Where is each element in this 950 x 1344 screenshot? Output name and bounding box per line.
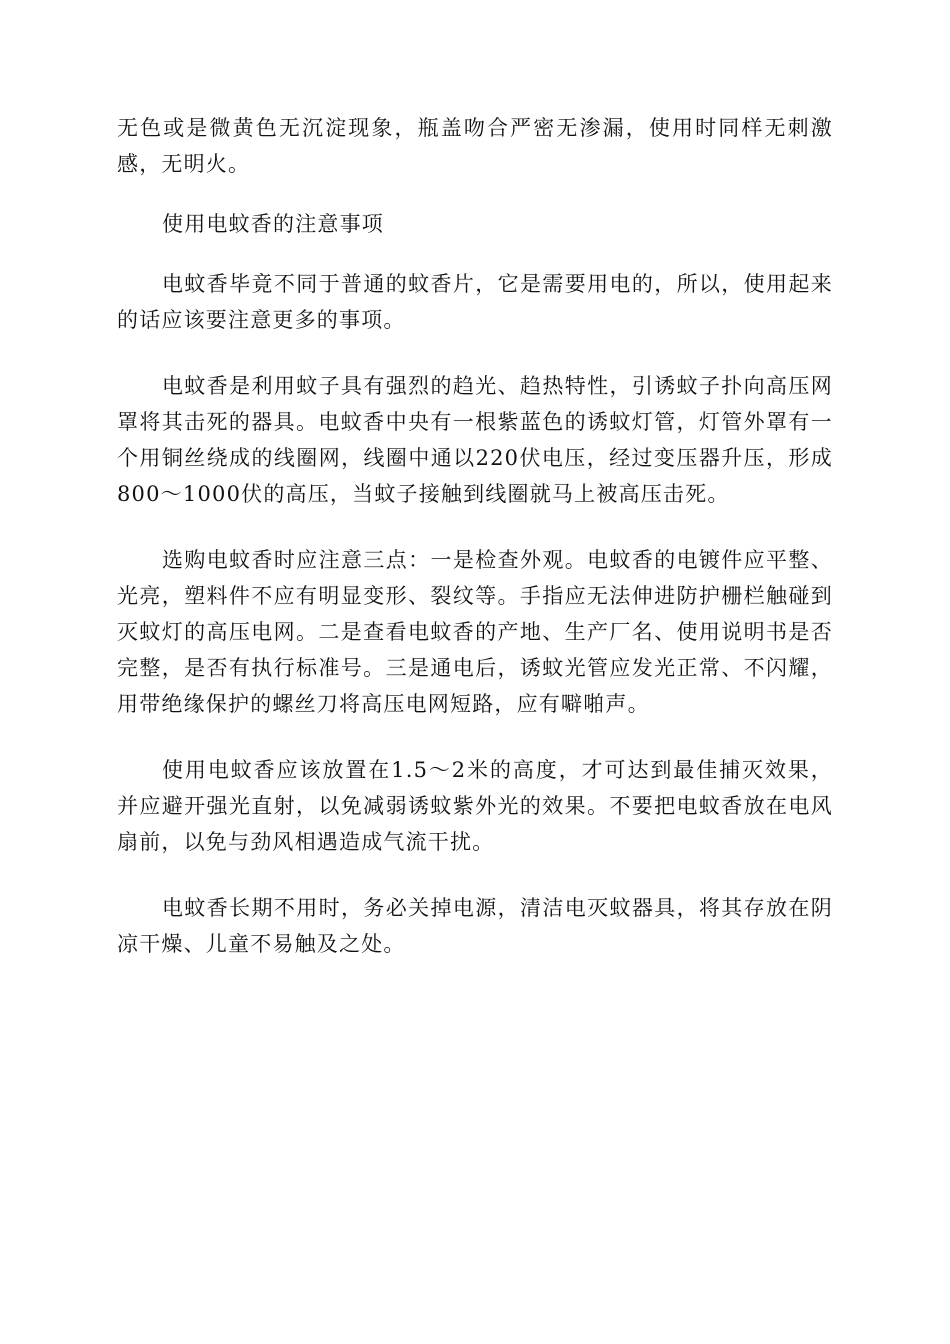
paragraph-placement: 使用电蚊香应该放置在1.5～2米的高度，才可达到最佳捕灭效果，并应避开强光直射，以免减弱诱蚊紫外光的效果。不要把电蚊香放在电风扇前，以免与劲风相遇造成气流干扰。 (117, 758, 833, 854)
paragraph-principle: 电蚊香是利用蚊子具有强烈的趋光、趋热特性，引诱蚊子扑向高压网罩将其击死的器具。电蚊香中央有一根紫蓝色的诱蚊灯管，灯管外罩有一个用铜丝绕成的线圈网，线圈中通以220伏电压，经过变压器升压，形成800～1000伏的高压，当蚊子接触到线圈就马上被高压击死。 (117, 374, 833, 506)
document-body (117, 110, 833, 962)
section-heading: 使用电蚊香的注意事项 (162, 212, 384, 236)
paragraph-continuation: 无色或是微黄色无沉淀现象，瓶盖吻合严密无渗漏，使用时同样无刺激感，无明火。 (117, 116, 833, 176)
paragraph-intro: 电蚊香毕竟不同于普通的蚊香片，它是需要用电的，所以，使用起来的话应该要注意更多的事项。 (117, 272, 833, 332)
paragraph-purchase-tips: 选购电蚊香时应注意三点：一是检查外观。电蚊香的电镀件应平整、光亮，塑料件不应有明显变形、裂纹等。手指应无法伸进防护栅栏触碰到灭蚊灯的高压电网。二是查看电蚊香的产地、生产厂名、使用说明书是否完整，是否有执行标准号。三是通电后，诱蚊光管应发光正常、不闪耀，用带绝缘保护的螺丝刀将高压电网短路，应有噼啪声。 (117, 548, 833, 716)
paragraph-storage: 电蚊香长期不用时，务必关掉电源，清洁电灭蚊器具，将其存放在阴凉干燥、儿童不易触及之处。 (117, 896, 833, 956)
